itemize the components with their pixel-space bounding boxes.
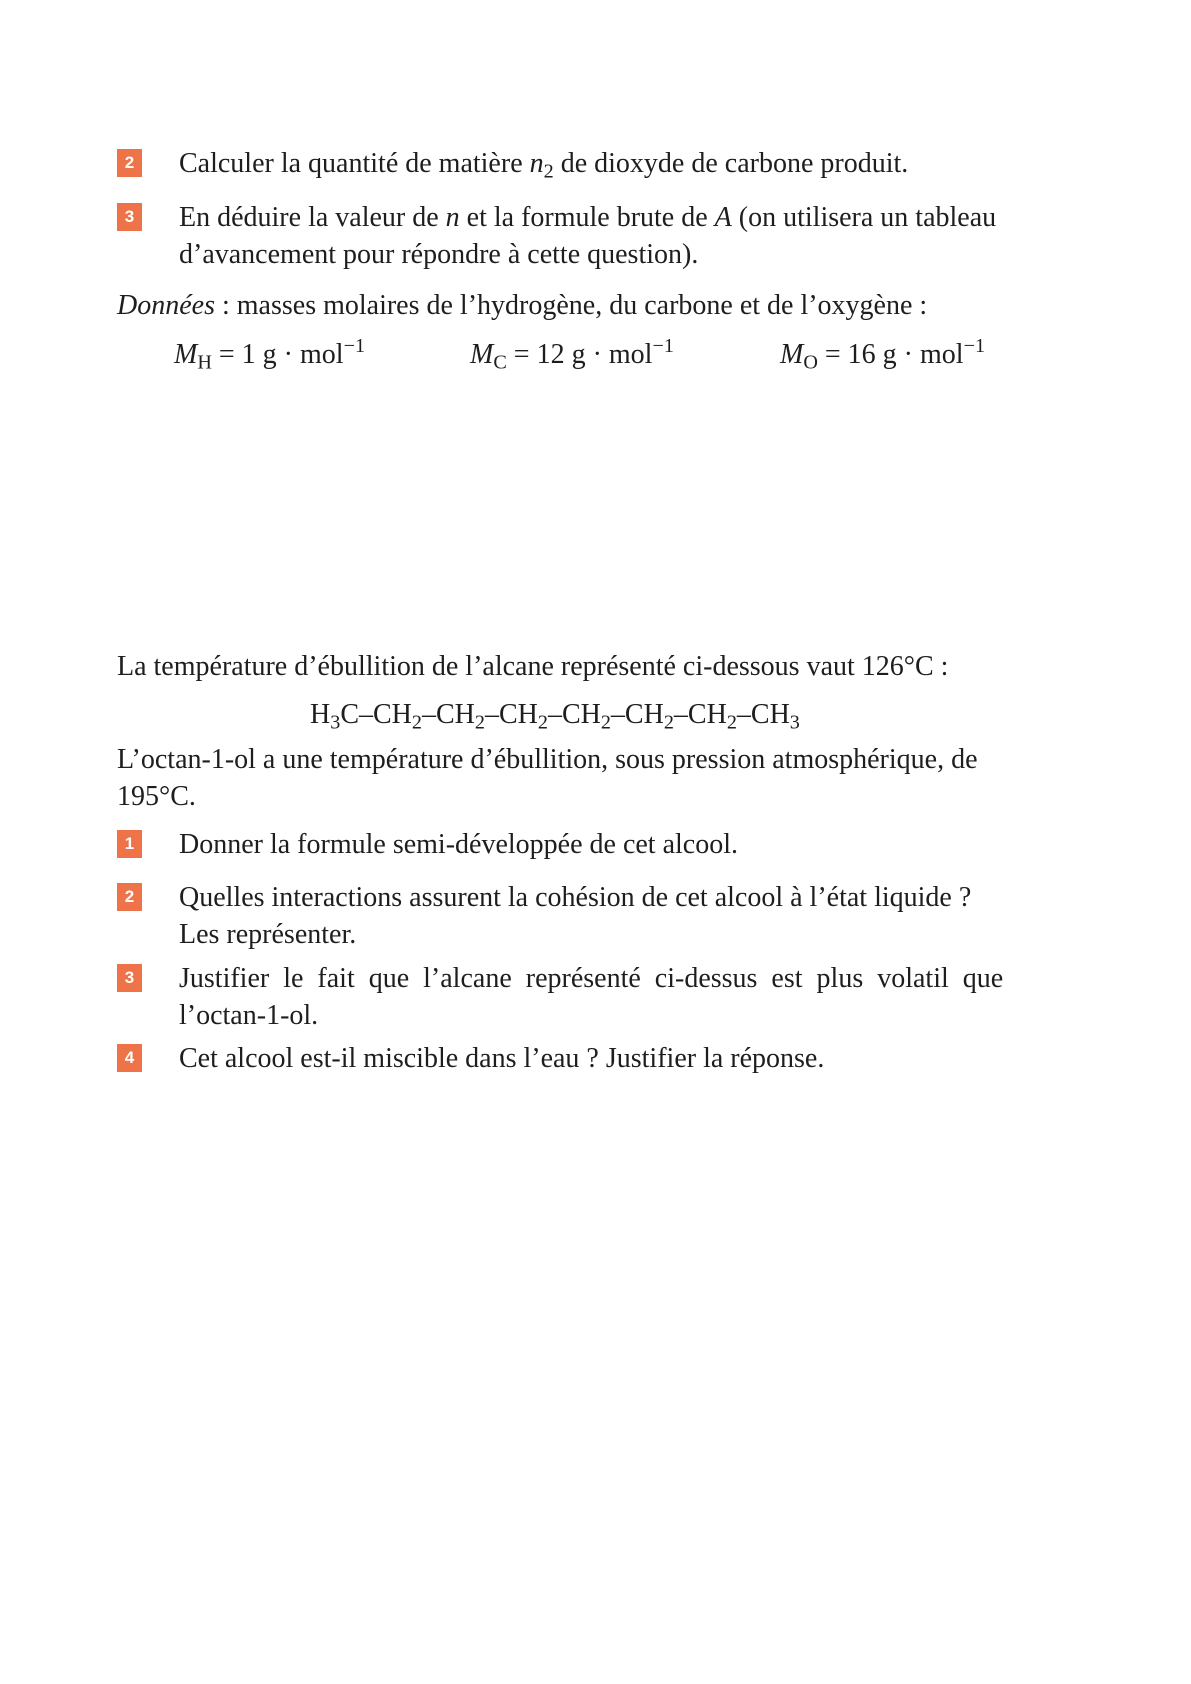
- question-number-badge: 2: [117, 149, 142, 177]
- question-text: Cet alcool est-il miscible dans l’eau ? Justifier la réponse.: [179, 1043, 825, 1074]
- question-number-badge: 1: [117, 830, 142, 858]
- question-number-badge: 2: [117, 883, 142, 911]
- question-line-2: l’octan-1-ol.: [179, 1000, 319, 1031]
- question-text: [179, 879, 1191, 953]
- molar-mass-oxygen: $M_O = 16$ g · mol$^{-1}$: [780, 334, 986, 374]
- alkane-intro: La température d’ébullition de l’alcane représenté ci-dessous vaut 126°C :: [117, 651, 949, 682]
- question-number-badge: 4: [117, 1044, 142, 1072]
- data-intro: Données : masses molaires de l’hydrogène, du carbone et de l’oxygène :: [117, 290, 928, 321]
- question-number-badge: 3: [117, 964, 142, 992]
- octanol-text-line-1: L’octan-1-ol a une température d’ébullition, sous pression atmosphérique, de: [117, 744, 978, 775]
- question-text: Calculer la quantité de matière $n_2$ de dioxyde de carbone produit.: [179, 148, 909, 183]
- question-line-1: En déduire la valeur de n et la formule brute de A (on utilisera un tableau: [179, 202, 997, 233]
- question-text: Donner la formule semi-développée de cet alcool.: [179, 829, 738, 860]
- octanol-text-line-2: 195°C.: [117, 781, 196, 812]
- question-text: [179, 960, 1191, 1034]
- question-line-1: Justifier le fait que l’alcane représenté ci-dessus est plus volatil que: [179, 963, 1004, 994]
- molar-mass-hydrogen: $M_H = 1$ g · mol$^{-1}$: [174, 334, 366, 374]
- question-line-2: d’avancement pour répondre à cette question).: [179, 239, 699, 270]
- alkane-formula: $H_3C-CH_2-CH_2-CH_2-CH_2-CH_2-CH_2-CH_3$: [310, 699, 800, 734]
- question-number-badge: 3: [117, 203, 142, 231]
- molar-mass-carbon: $M_C = 12$ g · mol$^{-1}$: [470, 334, 674, 374]
- question-text: [179, 199, 1191, 273]
- question-line-1: Quelles interactions assurent la cohésion de cet alcool à l’état liquide ?: [179, 882, 972, 913]
- question-line-2: Les représenter.: [179, 919, 357, 950]
